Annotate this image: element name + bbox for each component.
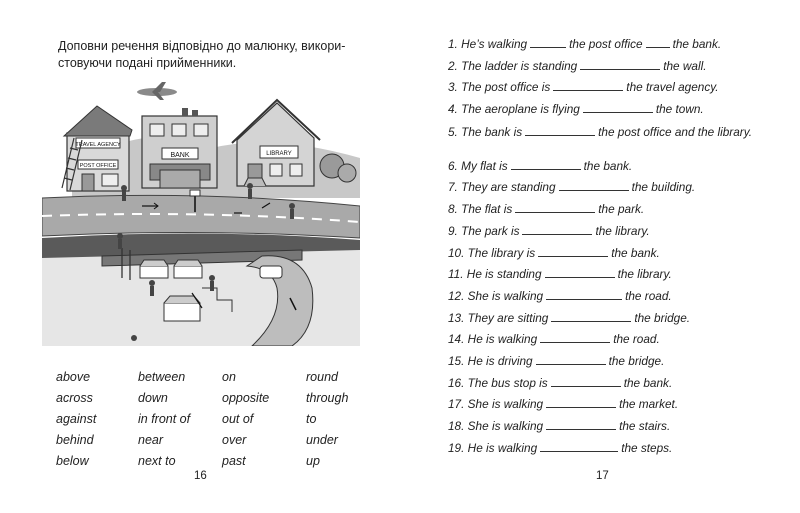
instruction-text <box>58 38 358 72</box>
town-illustration <box>42 78 360 346</box>
exercise-item <box>448 156 758 178</box>
sentence-end: the town. <box>655 102 704 117</box>
word: near <box>138 433 164 447</box>
word: under <box>306 433 338 447</box>
answer-blank[interactable] <box>540 332 610 343</box>
sentence-start: 3. The post office is <box>448 80 551 95</box>
sentence-start: 16. The bus stop is <box>448 375 548 390</box>
exercise-item <box>448 438 758 460</box>
word: between <box>138 370 186 384</box>
sentence-end: the bank. <box>583 158 633 173</box>
exercise-item <box>448 308 758 330</box>
sentence-end: the library. <box>617 267 672 282</box>
exercise-item <box>448 373 758 395</box>
answer-blank[interactable] <box>538 246 608 257</box>
sentence-start: 4. The aeroplane is flying <box>448 102 580 117</box>
sentence-start: 19. He is walking <box>448 440 538 455</box>
answer-blank[interactable] <box>546 289 622 300</box>
word: below <box>56 454 89 468</box>
answer-blank[interactable] <box>551 311 631 322</box>
word: over <box>222 433 247 447</box>
page-number-right: 17 <box>596 470 609 482</box>
answer-blank[interactable] <box>522 224 592 235</box>
exercise-item <box>448 221 758 243</box>
answer-blank[interactable] <box>580 59 660 70</box>
answer-blank[interactable] <box>559 180 629 191</box>
answer-blank[interactable] <box>553 80 623 91</box>
word: in front of <box>138 412 191 426</box>
answer-blank[interactable] <box>525 125 595 136</box>
sentence-end: the bank. <box>611 245 660 260</box>
word: next to <box>138 454 176 468</box>
sentence-end: the bank. <box>623 375 673 390</box>
word: round <box>306 370 338 384</box>
word: through <box>306 391 349 405</box>
exercise-item <box>448 264 758 286</box>
word: to <box>306 412 317 426</box>
exercise-item <box>448 56 758 78</box>
sentence-end: the library. <box>595 223 650 238</box>
sentence-end: the bridge. <box>608 353 665 368</box>
word: on <box>222 370 236 384</box>
sentence-end: the road. <box>613 332 660 347</box>
word: down <box>138 391 168 405</box>
sentence-start: 5. The bank is <box>448 124 523 139</box>
sentence-end: the building. <box>631 180 696 195</box>
sentence-end: the road. <box>625 288 672 303</box>
library-sign: LIBRARY <box>266 151 292 157</box>
sentence-start: 10. The library is <box>448 245 536 260</box>
sentence-end: the wall. <box>663 58 707 73</box>
sentence-start: 13. They are sitting <box>448 310 549 325</box>
exercise-item <box>448 121 758 156</box>
exercise-item <box>448 199 758 221</box>
sentence-start: 18. She is walking <box>448 419 544 433</box>
word: up <box>306 454 320 468</box>
answer-blank[interactable] <box>546 397 616 408</box>
answer-blank[interactable] <box>515 202 595 213</box>
exercise-item <box>448 286 758 308</box>
answer-blank[interactable] <box>536 354 606 365</box>
word: behind <box>56 433 94 447</box>
exercise-item <box>448 177 758 199</box>
answer-blank[interactable] <box>540 441 618 452</box>
word: against <box>56 412 97 426</box>
sentence-end: the bank. <box>672 37 722 51</box>
answer-blank[interactable] <box>545 267 615 278</box>
word: past <box>222 454 246 468</box>
sentence-start: 8. The flat is <box>448 202 513 217</box>
answer-blank[interactable] <box>530 37 566 48</box>
word: across <box>56 391 93 405</box>
travel-agency-sign: TRAVEL AGENCY <box>75 142 121 148</box>
sentence-start: 9. The park is <box>448 223 520 238</box>
answer-blank[interactable] <box>511 159 581 170</box>
sentence-end: the travel agency. <box>626 80 719 95</box>
sentence-start: 15. He is driving <box>448 353 533 368</box>
instruction-line-1: Доповни речення відповідно до малюнку, викори- <box>58 39 346 53</box>
sentence-start: 12. She is walking <box>448 288 544 303</box>
sentence-end: the post office and the library. <box>598 124 752 139</box>
sentence-start: 2. The ladder is standing <box>448 58 578 73</box>
exercise-list <box>448 34 758 459</box>
exercise-item <box>448 34 758 56</box>
exercise-item <box>448 243 758 265</box>
word: opposite <box>222 391 270 405</box>
exercise-item <box>448 77 758 99</box>
exercise-item <box>448 416 758 438</box>
word: out of <box>222 412 254 426</box>
bank-sign: BANK <box>170 152 190 159</box>
instruction-line-2: стовуючи подані прийменники. <box>58 56 237 70</box>
sentence-start: 17. She is walking <box>448 397 544 412</box>
exercise-item <box>448 329 758 351</box>
word: above <box>56 370 91 384</box>
exercise-item <box>448 99 758 121</box>
sentence-start: 1. He’s walking <box>448 37 528 51</box>
answer-blank[interactable] <box>546 419 616 430</box>
exercise-item <box>448 351 758 373</box>
sentence-end: the stairs. <box>619 419 671 433</box>
answer-blank[interactable] <box>551 376 621 387</box>
sentence-start: 11. He is standing <box>448 267 542 282</box>
sentence-start: 7. They are standing <box>448 180 556 195</box>
sentence-start: 6. My flat is <box>448 158 508 173</box>
sentence-end: the post office <box>569 37 643 51</box>
post-office-sign: POST OFFICE <box>79 163 117 169</box>
sentence-end: the bridge. <box>634 310 691 325</box>
sentence-end: the market. <box>619 397 679 412</box>
word-bank <box>56 367 356 472</box>
exercise-item <box>448 394 758 416</box>
sentence-end: the park. <box>598 202 645 217</box>
sentence-end: the steps. <box>621 440 673 455</box>
answer-blank[interactable] <box>646 37 670 48</box>
page-number-left: 16 <box>194 470 207 482</box>
sentence-start: 14. He is walking <box>448 332 538 347</box>
car-icon <box>260 266 282 278</box>
bank-building <box>142 108 217 188</box>
right-page <box>400 0 800 513</box>
answer-blank[interactable] <box>583 102 653 113</box>
